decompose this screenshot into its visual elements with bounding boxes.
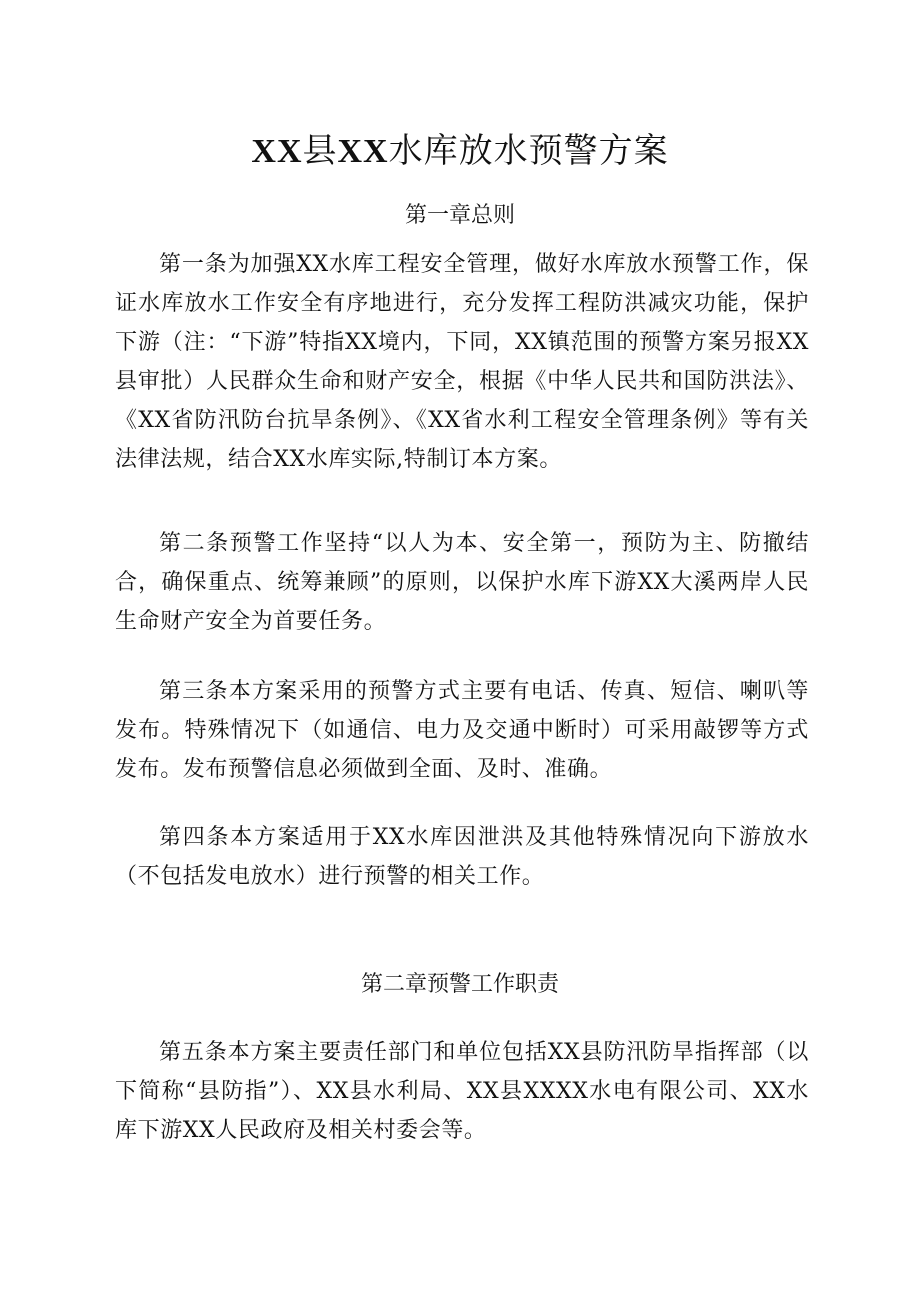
document-title xyxy=(0,126,920,177)
chapter-2-heading: 第二章预警工作职责 xyxy=(360,972,559,997)
title-county: 县 xyxy=(302,131,338,171)
article-3: 第三条本方案采用的预警方式主要有电话、传真、短信、喇叭等发布。特殊情况下（如通信、电力及交通中断时）可采用敲锣等方式发布。发布预警信息必须做到全面、及时、准确。 xyxy=(115,679,809,782)
title-rest: 水库放水预警方案 xyxy=(388,131,669,171)
article-1: 第一条为加强XX水库工程安全管理，做好水库放水预警工作，保证水库放水工作安全有序地进行，充分发挥工程防洪减灾功能，保护下游（注：“下游”特指XX境内，下同，XX镇范围的预警方案另报XX县审批）人民群众生命和财产安全，根据《中华人民共和国防洪法》、《XX省防汛防台抗旱条例》、《XX省水利工程安全管理条例》等有关法律法规，结合XX水库实际,特制订本方案。 xyxy=(115,252,809,472)
chapter-1-heading: 第一章总则 xyxy=(404,203,515,228)
article-4: 第四条本方案适用于XX水库因泄洪及其他特殊情况向下游放水（不包括发电放水）进行预警的相关工作。 xyxy=(115,825,809,889)
article-5: 第五条本方案主要责任部门和单位包括XX县防汛防旱指挥部（以下简称“县防指”）、XX县水利局、XX县XXXX水电有限公司、XX水库下游XX人民政府及相关村委会等。 xyxy=(115,1040,809,1143)
title-prefix: XX xyxy=(251,133,303,170)
article-2: 第二条预警工作坚持“以人为本、安全第一，预防为主、防撤结合，确保重点、统筹兼顾”的原则，以保护水库下游XX大溪两岸人民生命财产安全为首要任务。 xyxy=(115,531,809,634)
title-mid: XX xyxy=(337,133,389,170)
